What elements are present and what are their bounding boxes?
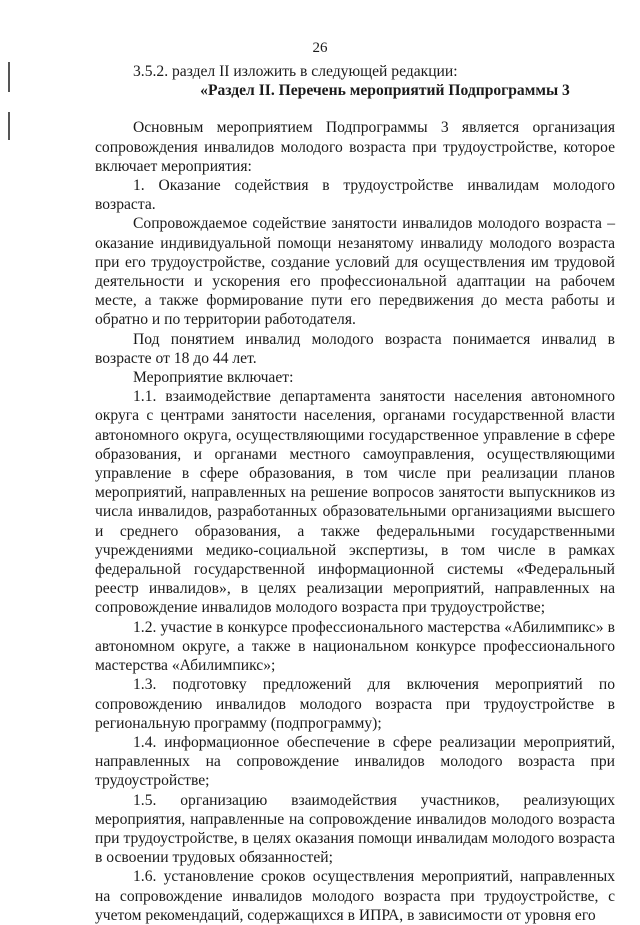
paragraph: Под понятием инвалид молодого возраста понимается инвалид в возрасте от 18 до 44 лет. (95, 330, 615, 367)
list-item: 1.4. информационное обеспечение в сфере реализации мероприятий, направленных на сопровождение инвалидов молодого возраста при трудоустройстве; (95, 733, 615, 790)
amendment-intro: 3.5.2. раздел II изложить в следующей редакции: (133, 63, 458, 80)
document-body (95, 62, 615, 925)
list-item: 1.6. установление сроков осуществления мероприятий, направленных на сопровождение инвалидов молодого возраста при трудоустройстве, с учетом рекомендаций, содержащихся в ИПРА, в зависимости от уровня его (95, 868, 615, 924)
paragraph: Сопровождаемое содействие занятости инвалидов молодого возраста – оказание индивидуальной помощи незанятому инвалиду молодого возраста при его трудоустройстве, создание условий для осуществления им трудовой деятельности и ускорения его профессиональной адаптации на рабочем месте, а также формирование пути его передвижения до места работы и обратно и по территории работодателя. (95, 215, 615, 329)
scan-edge-mark (8, 62, 10, 92)
list-item: 1.3. подготовку предложений для включения мероприятий по сопровождению инвалидов молодого возраста при трудоустройстве в региональную программу (подпрограмму); (95, 676, 615, 732)
paragraph: 1. Оказание содействия в трудоустройстве инвалидам молодого возраста. (95, 177, 615, 214)
list-item: 1.1. взаимодействие департамента занятости населения автономного округа с центрами занятости населения, органами государственной власти автономного округа, осуществляющими государственное управление в сфере образования, и органами местного самоуправления, осуществляющими управление в сфере образования, в том числе при реализации планов мероприятий, направленных на решение вопросов занятости выпускников из числа инвалидов, разработанных образовательными организациями высшего и среднего образования, а также федеральными государственными учреждениями медико-социальной экспертизы, в том числе в рамках федеральной государственной информационной системы «Федеральный реестр инвалидов», в целях реализации мероприятий, направленных на сопровождение инвалидов молодого возраста при трудоустройстве; (95, 388, 615, 617)
paragraph: Основным мероприятием Подпрограммы 3 является организация сопровождения инвалидов молодого возраста при трудоустройстве, которое включает мероприятия: (95, 119, 615, 175)
list-item: 1.5. организацию взаимодействия участников, реализующих мероприятия, направленные на сопровождение инвалидов молодого возраста при трудоустройстве, в целях оказания помощи инвалидам молодого возраста в освоении трудовых обязанностей; (95, 791, 615, 867)
scan-edge-mark (8, 112, 10, 140)
paragraph: Мероприятие включает: (133, 369, 294, 387)
page-number: 26 (312, 40, 328, 56)
section-title: «Раздел II. Перечень мероприятий Подпрограммы 3 (200, 82, 570, 100)
list-item: 1.2. участие в конкурсе профессионального мастерства «Абилимпикс» в автономном округе, а также в национальном конкурсе профессионального мастерства «Абилимпикс»; (95, 618, 615, 675)
